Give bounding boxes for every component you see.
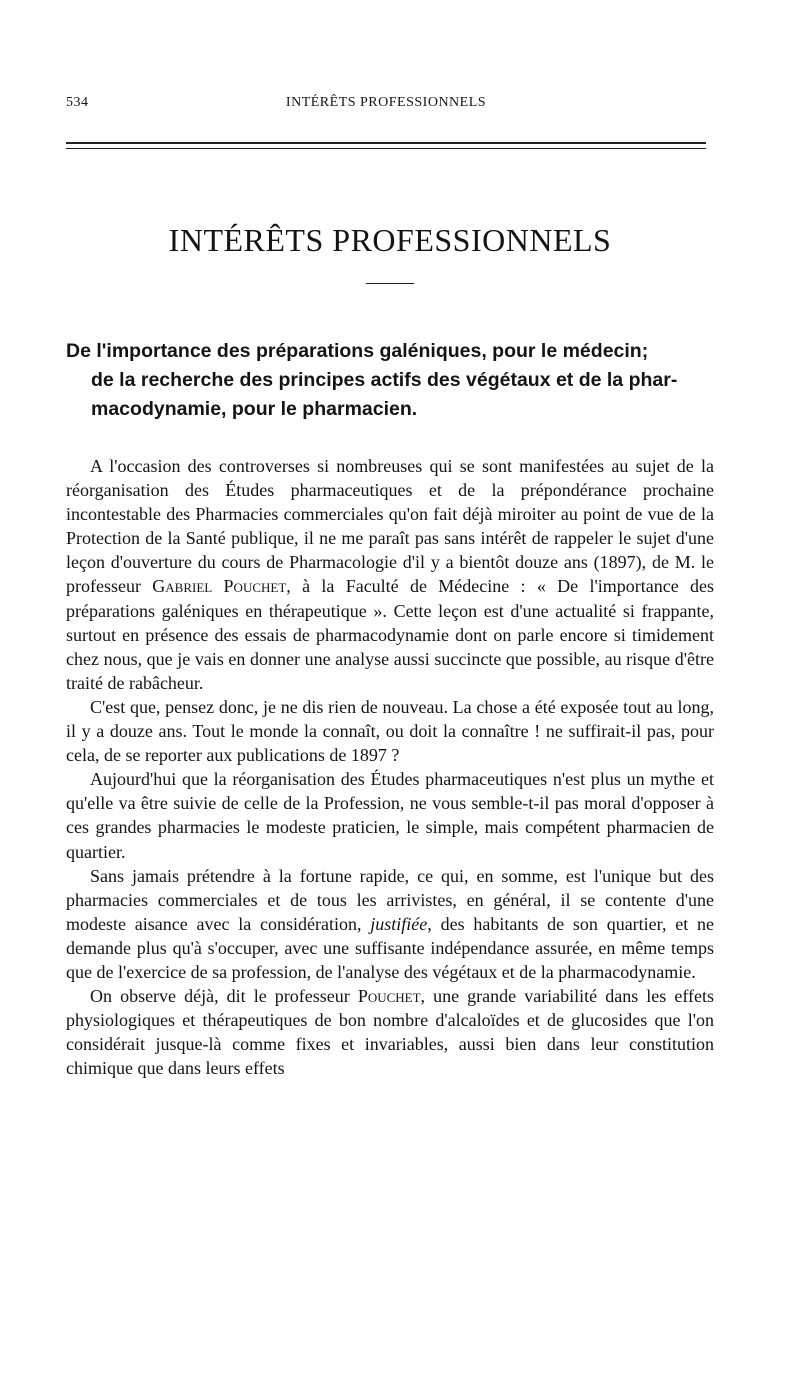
- article-subtitle: [66, 337, 714, 424]
- paragraph-4-text-a: Sans jamais prétendre à la fortune rapide, ce qui, en somme, est l'unique but des pharmacies commerciales et de tous les arrivistes, en général, il se contente d'une modeste aisance avec la considération,: [66, 865, 714, 934]
- subtitle-line-1: De l'importance des préparations galéniques, pour le médecin;: [66, 340, 649, 362]
- subtitle-line-3: macodynamie, pour le pharmacien.: [91, 398, 418, 420]
- header-rule-thick: [66, 142, 706, 144]
- paragraph-4-text-b: , des habitants de son quartier, et ne demande plus qu'à s'occuper, avec une suffisante indépendance assurée, en même temps que de l'exercice de sa profession, de l'analyse des végétaux et de la pharmacodynamie.: [66, 913, 714, 982]
- paragraph-5: [66, 984, 714, 1080]
- author-name-2: Pouchet: [357, 986, 421, 1007]
- subtitle-line-2: de la recherche des principes actifs des végétaux et de la phar-: [91, 369, 678, 391]
- paragraph-1-text-b: , à la Faculté de Médecine : « De l'importance des préparations galéniques en thérapeutique ». Cette leçon est d'une actualité si frappante, surtout en présence des essais de pharmacodynamie dont on parle encore si timidement chez nous, que je vais en donner une analyse aussi succincte que possible, au risque d'être traité de rabâcheur.: [66, 576, 714, 693]
- paragraph-2: C'est que, pensez donc, je ne dis rien de nouveau. La chose a été exposée tout au long, il y a douze ans. Tout le monde la connaît, ou doit la connaître ! ne suffirait-il pas, pour cela, de se reporter aux publications de 1897 ?: [66, 696, 714, 766]
- article-body: [66, 454, 714, 1080]
- running-title: INTÉRÊTS PROFESSIONNELS: [285, 95, 487, 110]
- paragraph-1-text-a: A l'occasion des controverses si nombreuses qui se sont manifestées au sujet de la réorganisation des Études pharmaceutiques et de la prépondérance prochaine incontestable des Pharmacies commerciales qu'on fait déjà miroiter au point de vue de la Protection de la Santé publique, il ne me paraît pas sans intérêt de rappeler le sujet d'une leçon d'ouverture du cours de Pharmacologie d'il y a bientôt douze ans (1897), de M. le professeur: [66, 456, 714, 597]
- author-name: Gabriel Pouchet: [152, 576, 287, 597]
- paragraph-1: [66, 454, 714, 695]
- header-rule-thin: [66, 148, 706, 149]
- paragraph-3: Aujourd'hui que la réorganisation des Études pharmaceutiques n'est plus un mythe et qu'elle va être suivie de celle de la Profession, ne vous semble-t-il pas moral d'opposer à ces grandes pharmacies le modeste praticien, le simple, mais compétent pharmacien de quartier.: [66, 769, 714, 862]
- title-divider: [366, 283, 414, 284]
- article-title: INTÉRÊTS PROFESSIONNELS: [168, 222, 612, 258]
- page-number: 534: [66, 95, 89, 110]
- running-header: [66, 95, 706, 117]
- paragraph-4: [66, 864, 714, 984]
- emphasis-justifiee: justifiée: [370, 913, 428, 934]
- paragraph-5-text-b: , une grande variabilité dans les effets physiologiques et thérapeutiques de bon nombre d'alcaloïdes et de glucosides que l'on considérait jusque-là comme fixes et invariables, aussi bien dans leur constitution chimique que dans leurs effets: [66, 986, 714, 1079]
- paragraph-5-text-a: On observe déjà, dit le professeur: [90, 986, 358, 1007]
